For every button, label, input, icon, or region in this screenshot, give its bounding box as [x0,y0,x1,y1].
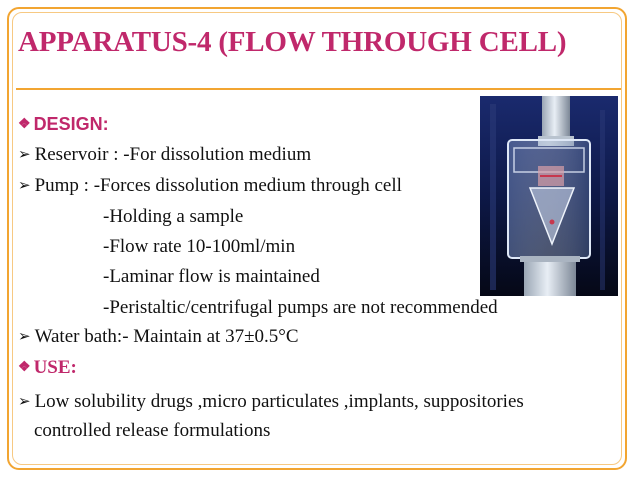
design-heading-text: DESIGN: [33,114,109,134]
arrowhead-bullet-icon: ➢ [18,329,31,345]
diamond-bullet-icon: ❖ [18,115,31,131]
pump-text: Pump : -Forces dissolution medium through cell [34,175,402,196]
use-line2-text: controlled release formulations [34,420,271,441]
arrowhead-bullet-icon: ➢ [18,178,31,194]
flow-cell-illustration [480,96,618,296]
arrowhead-bullet-icon: ➢ [18,394,31,410]
use-line1-text: Low solubility drugs ,micro particulates ,implants, suppositories [34,391,524,412]
list-item-pump [18,175,402,197]
pump-detail-item: -Peristaltic/centrifugal pumps are not recommended [103,297,498,318]
list-item-use [18,391,524,413]
pump-detail-item: -Flow rate 10-100ml/min [103,236,296,257]
water-bath-text: Water bath:- Maintain at 37±0.5°C [34,326,299,347]
slide-title: APPARATUS-4 (FLOW THROUGH CELL) [18,26,567,58]
use-heading-text: USE: [33,357,77,378]
use-heading [18,357,77,379]
arrowhead-bullet-icon: ➢ [18,147,31,163]
reservoir-text: Reservoir : -For dissolution medium [34,144,312,165]
design-heading [18,114,109,135]
list-item-water-bath [18,326,299,348]
title-divider [16,88,621,90]
pump-detail-item: -Laminar flow is maintained [103,266,320,287]
list-item-reservoir [18,144,311,166]
diamond-bullet-icon: ❖ [18,360,31,375]
pump-detail-item: -Holding a sample [103,206,244,227]
flow-through-cell-photo [480,96,618,296]
